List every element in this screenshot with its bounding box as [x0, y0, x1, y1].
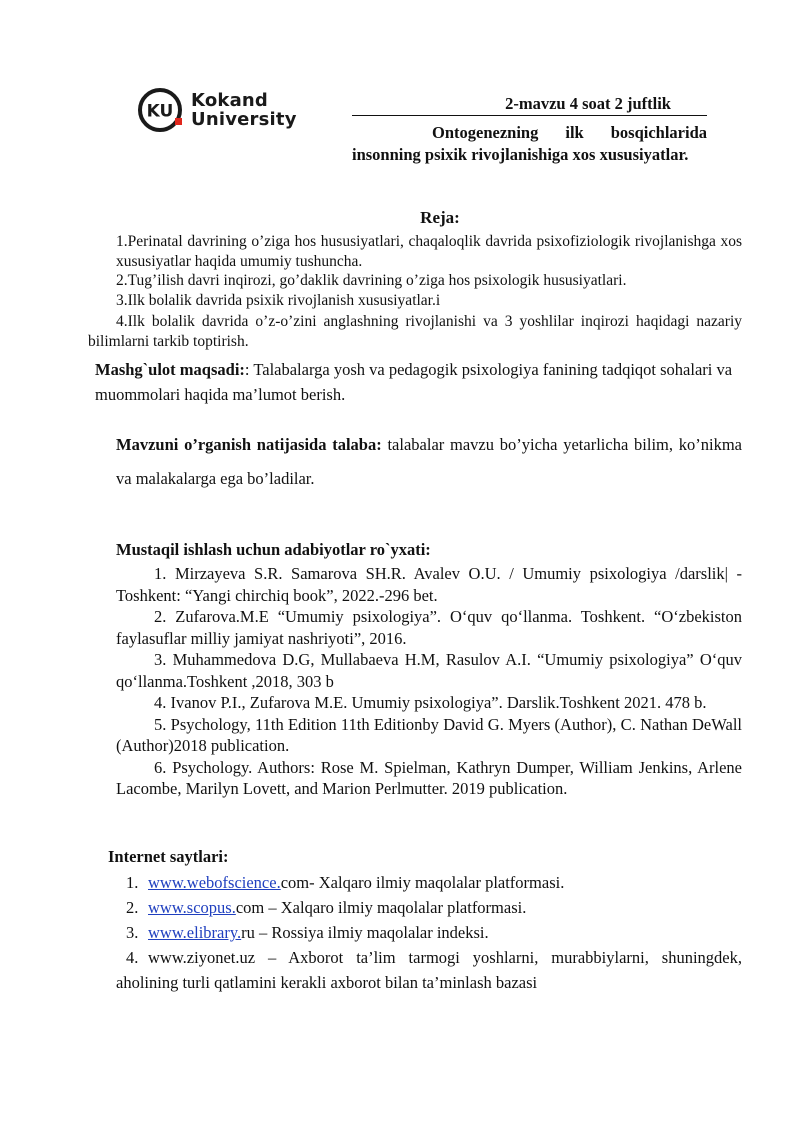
logo-line-1: Kokand	[191, 90, 269, 111]
internet-item: 1. www.webofscience.com- Xalqaro ilmiy maqolalar platformasi.	[126, 873, 565, 892]
university-logo	[137, 87, 297, 133]
literature-heading: Mustaqil ishlash uchun adabiyotlar ro`yxati:	[116, 540, 431, 559]
result-text: talabalar mavzu bo’yicha yetarlicha bilim, ko’nikma va malakalarga ega bo’ladilar.	[116, 435, 742, 488]
literature-item: 6. Psychology. Authors: Rose M. Spielman, Kathryn Dumper, William Jenkins, Arlene Lacombe, Marilyn Lovett, and Marion Perlmutter. 2019 publication.	[116, 757, 742, 798]
topic-line: 2-mavzu 4 soat 2 juftlik	[352, 94, 707, 116]
lesson-goal	[95, 357, 735, 407]
goal-text: : Talabalarga yosh va pedagogik psixologiya fanining tadqiqot sohalari va muommolari haqida ma’lumot berish.	[95, 360, 733, 404]
logo-line-2: University	[191, 109, 297, 130]
internet-list	[116, 870, 742, 995]
internet-item: 4. www.ziyonet.uz – Axborot ta’lim tarmogi yoshlarni, murabbiylarni, shuningdek, aholining turli qatlamini kerakli axborot bilan ta’minlash bazasi	[116, 948, 742, 992]
internet-heading: Internet saytlari:	[108, 847, 229, 866]
logo-mark-text: KU	[146, 101, 174, 122]
plan-item: 3.Ilk bolalik davrida psixik rivojlanish xususiyatlar.i	[116, 291, 441, 309]
literature-item: 1. Mirzayeva S.R. Samarova SH.R. Avalev O.U. / Umumiy psixologiya /darslik| -Toshkent: “Yangi chirchiq book”, 2022.-296 bet.	[116, 564, 742, 605]
literature-list	[116, 563, 742, 800]
scopus-link[interactable]: www.scopus.	[148, 898, 236, 917]
ku-logo-icon	[137, 87, 183, 133]
goal-label: Mashg`ulot maqsadi:	[95, 360, 245, 379]
webofscience-link[interactable]: www.webofscience.	[148, 873, 281, 892]
literature-item: 3. Muhammedova D.G, Mullabaeva H.M, Rasulov A.I. “Umumiy psixologiya” O‘quv qo‘llanma.Toshkent ,2018, 303 b	[116, 650, 742, 691]
topic-title: Ontogenezning ilk bosqichlarida insonning psixik rivojlanishiga xos xususiyatlar.	[352, 123, 707, 164]
plan-item: 2.Tug’ilish davri inqirozi, go’daklik davrining o’ziga hos psixologik hususiyatlari.	[116, 272, 627, 289]
literature-item: 4. Ivanov P.I., Zufarova M.E. Umumiy psixologiya”. Darslik.Toshkent 2021. 478 b.	[154, 693, 707, 712]
result-label: Mavzuni o’rganish natijasida talaba:	[116, 435, 382, 454]
internet-item: 3. www.elibrary.ru – Rossiya ilmiy maqolalar indeksi.	[126, 923, 489, 942]
plan-item: 1.Perinatal davrining o’ziga hos hususiyatlari, chaqaloqlik davrida psixofiziologik rivojlanishga xos xususiyatlar haqida umumiy tushuncha.	[116, 233, 742, 270]
plan-list	[88, 232, 742, 350]
internet-item: 2. www.scopus.com – Xalqaro ilmiy maqolalar platformasi.	[126, 898, 527, 917]
plan-item: 4.Ilk bolalik davrida o’z-o’zini anglashning rivojlanishi va 3 yoshlilar inqirozi haqidagi nazariy bilimlarni tarkib toptirish.	[88, 313, 742, 350]
logo-wordmark	[191, 91, 297, 129]
learning-result	[116, 428, 742, 496]
literature-item: 5. Psychology, 11th Edition 11th Editionby David G. Myers (Author), C. Nathan DeWall (Author)2018 publication.	[116, 714, 742, 755]
ziyonet-text: www.ziyonet.uz – Axborot ta’lim tarmogi yoshlarni, murabbiylarni, shuningdek, aholining turli qatlamini kerakli axborot bilan ta’minlash bazasi	[116, 948, 742, 992]
literature-item: 2. Zufarova.M.E “Umumiy psixologiya”. O‘quv qo‘llanma. Toshkent. “O‘zbekiston faylasuflar milliy jamiyat nashriyoti”, 2016.	[116, 607, 742, 648]
plan-heading: Reja:	[420, 208, 460, 227]
elibrary-link[interactable]: www.elibrary.	[148, 923, 242, 942]
